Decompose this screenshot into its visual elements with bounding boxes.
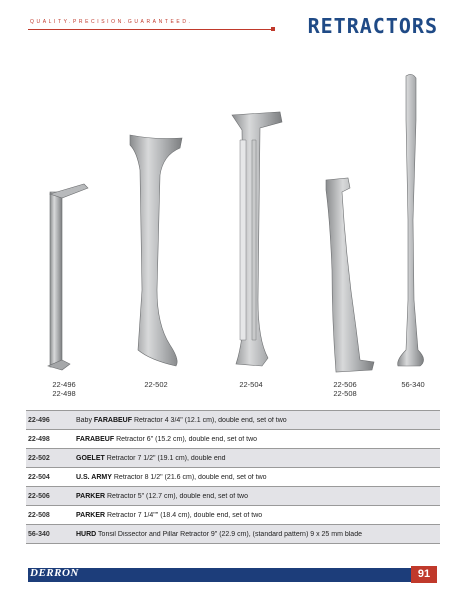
image-label-22-504: 22-504 [239, 380, 263, 389]
product-description: Baby FARABEUF Retractor 4 3/4" (12.1 cm), double end, set of two [76, 416, 287, 424]
page-number: 91 [411, 566, 437, 583]
image-label-22-502: 22-502 [144, 380, 168, 389]
product-code: 22-504 [28, 473, 50, 481]
table-row [26, 468, 440, 487]
tagline-rule [28, 29, 273, 30]
table-row [26, 430, 440, 449]
product-code: 56-340 [28, 530, 50, 538]
image-label-22-496: 22-496 22-498 [52, 380, 76, 398]
product-description: PARKER Retractor 7 1/4"" (18.4 cm), double end, set of two [76, 511, 263, 519]
product-description: HURD Tonsil Dissector and Pillar Retractor 9" (22.9 cm), (standard pattern) 9 x 25 mm blade [76, 530, 362, 538]
page-title: RETRACTORS [307, 14, 438, 38]
product-description: GOELET Retractor 7 1/2" (19.1 cm), double end [76, 454, 226, 462]
product-description: PARKER Retractor 5" (12.7 cm), double end, set of two [76, 492, 248, 500]
product-code: 22-496 [28, 416, 50, 424]
product-code: 22-506 [28, 492, 50, 500]
product-description: FARABEUF Retractor 6" (15.2 cm), double end, set of two [76, 435, 258, 443]
image-label-56-340: 56-340 [401, 380, 425, 389]
tagline: QUALITY.PRECISION.GUARANTEED. [30, 19, 193, 25]
derron-logo: DERRON [30, 567, 79, 579]
footer-bar [28, 568, 437, 582]
table-row [26, 525, 440, 544]
table-row [26, 487, 440, 506]
product-code: 22-508 [28, 511, 50, 519]
farabeuf-retractor-image [48, 184, 88, 370]
table-row [26, 411, 440, 430]
goelet-retractor-image [130, 135, 182, 366]
product-code: 22-502 [28, 454, 50, 462]
retractors-photo [0, 60, 465, 380]
product-code: 22-498 [28, 435, 50, 443]
table-row [26, 506, 440, 525]
us-army-retractor-image [232, 112, 282, 366]
hurd-dissector-image [398, 74, 424, 366]
parker-retractor-image [326, 178, 374, 372]
table-row [26, 449, 440, 468]
image-label-22-506: 22-506 22-508 [333, 380, 357, 398]
product-description: U.S. ARMY Retractor 8 1/2" (21.6 cm), double end, set of two [76, 473, 267, 481]
product-table [26, 410, 440, 544]
tagline-rule-end [271, 27, 275, 31]
